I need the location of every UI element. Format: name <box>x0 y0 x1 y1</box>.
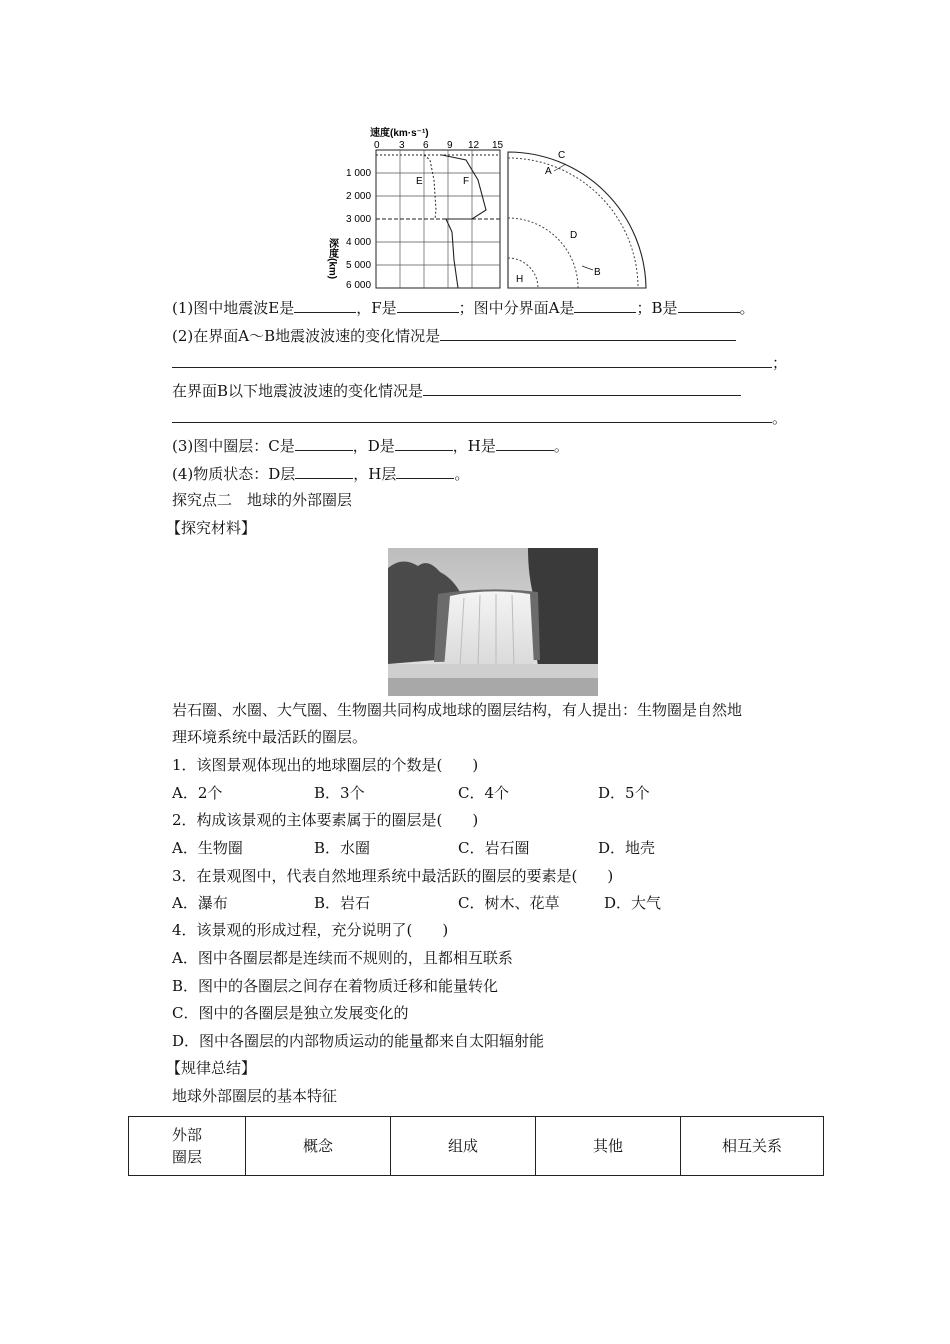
mc-option[interactable]: A．生物圈 <box>172 839 243 857</box>
speed-tick: 3 <box>399 140 405 151</box>
label-b: B <box>594 267 601 278</box>
answer-blank[interactable] <box>172 407 772 423</box>
q1-text-c: ；图中分界面A是 <box>458 299 575 317</box>
q4-text-c: 。 <box>454 465 470 483</box>
answer-blank[interactable] <box>440 325 736 341</box>
q2-text-d: 。 <box>772 409 788 427</box>
depth-tick: 5 000 <box>346 260 372 271</box>
depth-tick: 3 000 <box>346 214 372 225</box>
header-cell-outer-sphere <box>129 1117 246 1176</box>
speed-tick: 15 <box>492 140 504 151</box>
depth-tick: 4 000 <box>346 237 372 248</box>
q3-text-d: 。 <box>553 437 569 455</box>
label-c: C <box>558 150 566 161</box>
speed-tick: 9 <box>447 140 453 151</box>
mc-option[interactable]: D．地壳 <box>598 839 656 857</box>
q2-text-c: 在界面B以下地震波波速的变化情况是 <box>172 382 424 400</box>
label-d: D <box>570 230 578 241</box>
header-cell-relation: 相互关系 <box>681 1117 824 1176</box>
answer-blank[interactable] <box>397 297 459 313</box>
speed-tick: 6 <box>423 140 429 151</box>
table-header-row <box>129 1117 824 1176</box>
mc-option[interactable]: B．水圈 <box>314 839 371 857</box>
paragraph-line-1: 岩石圈、水圈、大气圈、生物圈共同构成地球的圈层结构，有人提出：生物圈是自然地 <box>172 701 743 719</box>
river-shadow <box>388 678 598 696</box>
depth-axis-title: 深度(km) <box>326 238 338 280</box>
mc-option[interactable]: D．大气 <box>604 894 662 912</box>
mc-option[interactable]: D．5个 <box>598 784 650 802</box>
mc-option[interactable]: A．瀑布 <box>172 894 228 912</box>
header-cell-concept: 概念 <box>246 1117 391 1176</box>
mc-question-3: 3．在景观图中，代表自然地理系统中最活跃的圈层的要素是( ) <box>172 867 614 885</box>
speed-tick: 12 <box>468 140 480 151</box>
table-caption: 地球外部圈层的基本特征 <box>172 1087 338 1105</box>
rule-heading: 【规律总结】 <box>166 1059 257 1077</box>
mc-question-4: 4．该景观的形成过程，充分说明了( ) <box>172 921 449 939</box>
mc-option[interactable]: C．树木、花草 <box>458 894 560 912</box>
speed-tick: 0 <box>374 140 380 151</box>
paragraph-line-2: 理环境系统中最活跃的圈层。 <box>172 728 368 746</box>
answer-blank[interactable] <box>496 435 554 451</box>
q4-text-a: (4)物质状态：D层 <box>172 465 296 483</box>
q3-text-b: ，D是 <box>352 437 395 455</box>
answer-blank[interactable] <box>172 352 772 368</box>
mc-option-4d[interactable]: D．图中各圈层的内部物质运动的能量都来自太阳辐射能 <box>172 1032 545 1050</box>
answer-blank[interactable] <box>574 297 636 313</box>
answer-blank[interactable] <box>295 435 353 451</box>
question-1-line <box>172 297 755 318</box>
q1-text-e: 。 <box>739 299 755 317</box>
mc-question-1: 1．该图景观体现出的地球圈层的个数是( ) <box>172 756 479 774</box>
outer-spheres-table <box>128 1116 824 1176</box>
mc-question-2: 2．构成该景观的主体要素属于的圈层是( ) <box>172 811 479 829</box>
question-2-line-4 <box>172 407 787 428</box>
q2-text-a: (2)在界面A～B地震波波速的变化情况是 <box>172 327 441 345</box>
answer-blank[interactable] <box>294 297 356 313</box>
label-b-leader <box>582 266 593 270</box>
question-3-line <box>172 435 569 456</box>
moho-boundary <box>508 158 638 288</box>
answer-blank[interactable] <box>396 463 454 479</box>
label-a: A <box>545 166 552 177</box>
q3-text-a: (3)图中圈层：C是 <box>172 437 295 455</box>
mc-option-4b[interactable]: B．图中的各圈层之间存在着物质迁移和能量转化 <box>172 977 499 995</box>
mc-option-4a[interactable]: A．图中各圈层都是连续而不规则的，且都相互联系 <box>172 949 513 967</box>
material-heading: 【探究材料】 <box>166 519 257 537</box>
header-cell-other: 其他 <box>536 1117 681 1176</box>
q1-text-a: (1)图中地震波E是 <box>172 299 295 317</box>
q1-text-d: ；B是 <box>636 299 678 317</box>
mc-option[interactable]: B．岩石 <box>314 894 371 912</box>
mc-option[interactable]: A．2个 <box>172 784 223 802</box>
seismic-figure <box>320 120 660 295</box>
q3-text-c: ，H是 <box>452 437 496 455</box>
question-4-line <box>172 463 469 484</box>
header-cell-composition: 组成 <box>391 1117 536 1176</box>
wave-e-label: E <box>416 176 423 187</box>
q1-text-b: ，F是 <box>356 299 397 317</box>
depth-tick: 2 000 <box>346 191 372 202</box>
answer-blank[interactable] <box>423 380 741 396</box>
wave-f-label: F <box>463 176 470 187</box>
answer-blank[interactable] <box>295 463 353 479</box>
mc-option[interactable]: B．3个 <box>314 784 365 802</box>
mc-option-4c[interactable]: C．图中的各圈层是独立发展变化的 <box>172 1004 409 1022</box>
header-line-1: 外部 <box>171 1126 202 1144</box>
answer-blank[interactable] <box>678 297 740 313</box>
section-title: 探究点二 地球的外部圈层 <box>172 491 353 509</box>
depth-tick: 6 000 <box>346 280 372 291</box>
q4-text-b: ，H层 <box>353 465 397 483</box>
waterfall-photo <box>388 548 598 696</box>
wave-f-curve <box>442 155 486 288</box>
question-2-line-3 <box>172 380 741 401</box>
earth-quadrant <box>508 152 646 288</box>
wave-e-curve <box>424 155 436 219</box>
q2-text-b: ； <box>772 354 788 372</box>
question-2-line-1 <box>172 325 736 346</box>
depth-tick: 1 000 <box>346 168 372 179</box>
answer-blank[interactable] <box>395 435 453 451</box>
question-2-line-2 <box>172 352 787 373</box>
mc-option[interactable]: C．岩石圈 <box>458 839 530 857</box>
waterfall <box>444 591 534 668</box>
label-h: H <box>516 274 524 285</box>
header-line-2: 圈层 <box>171 1148 202 1166</box>
speed-axis-title: 速度(km·s⁻¹) <box>370 128 429 139</box>
mc-option[interactable]: C．4个 <box>458 784 510 802</box>
